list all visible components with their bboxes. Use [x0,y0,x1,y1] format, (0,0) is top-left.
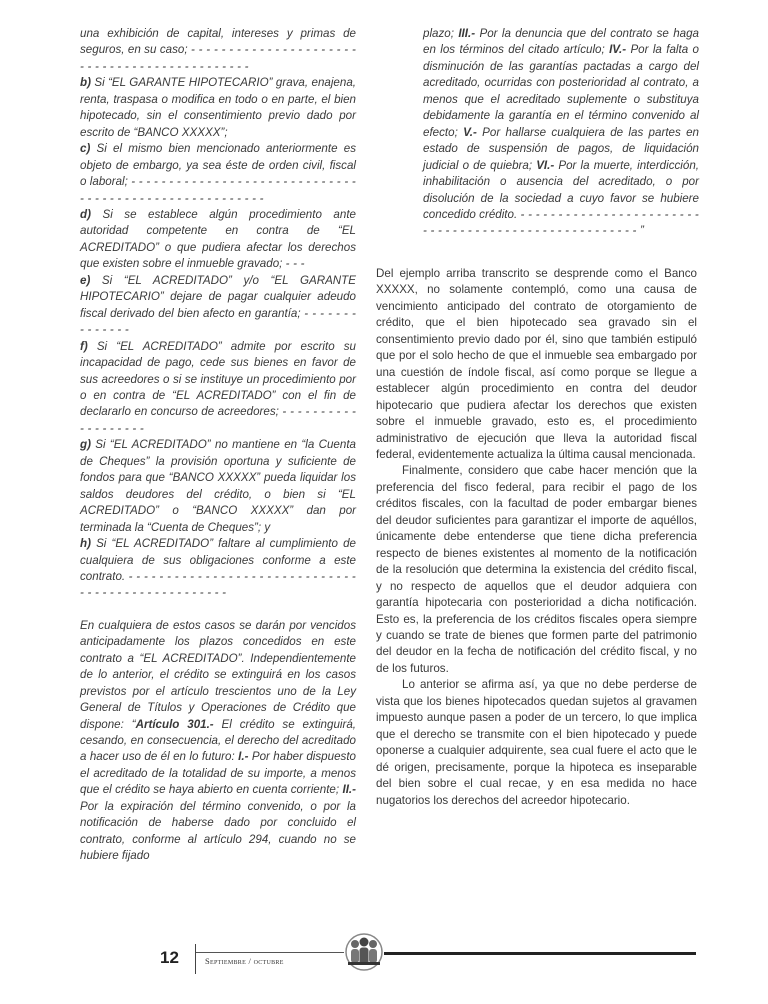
clause-marker: IV.- [609,43,627,57]
issue-date: Septiembre / octubre [205,956,284,966]
list-item [80,273,356,339]
clause-marker: V.- [463,125,477,139]
dash-line: - - - - - - - - - - - - - - - - - - - - - - - - - - - - - - - - - - - - - - - - - - - - - - - - - - - - - ” [423,207,699,238]
paragraph-text: El crédito se extinguirá, cesando, en consecuencia, el derecho del acreditado a hacer uso de él en lo futuro: [80,717,357,764]
quote-text: plazo; [423,27,459,40]
article-heading: Artículo 301.- [135,717,214,731]
closing-paragraph [80,618,356,865]
item-text: Si “EL GARANTE HIPOTECARIO” grava, enajena, renta, traspasa o modifica en todo o en parte, el bien hipotecado, sin el consentimiento previo dado por escrito de “BANCO XXXXX”; [80,76,356,139]
item-text: Si “EL ACREDITADO” no mantiene en “la Cuenta de Cheques” la provisión oportuna y suficiente de fondos para que “BANCO XXXXX” pueda liquidar los saldos deudores del crédito, o bien si “EL ACREDITADO” o “BANCO XXXXX” dan por terminada la “Cuenta de Cheques”; y [80,438,356,534]
left-column [80,26,356,865]
quote-text: Por la muerte, interdicción, inhabilitación o ausencia del acreditado, o por disolución de la sociedad a cuyo favor se hubiere concedido crédito. [423,158,699,221]
item-marker: g) [80,438,91,452]
dash-line: - - - - - - - - - - - - - - - - - - - - - - - - - - - - - - - - - - - - - - - - - - - - - - - - - - - - - - - [80,175,356,205]
paragraph-text: Por la expiración del término convenido, o por la notificación de haberse dado por concluido el contrato, conforme al artículo 294, cuando no se hubiere fijado [80,799,356,863]
item-text: Si se establece algún procedimiento ante autoridad competente en contra de “EL ACREDITADO” o que pudiera afectar los derechos que existen sobre el inmueble gravado; [80,207,356,271]
item-text: una exhibición de capital, intereses y primas de seguros, en su caso; [80,27,356,57]
dash-line: - - - - - - - - - - - - - - [80,306,357,337]
quote-paragraph [423,26,699,240]
clause-marker: II.- [342,783,356,797]
footer-rule-right [384,952,696,955]
body-paragraph: Finalmente, considero que cabe hacer mención que la preferencia del fisco federal, para recibir el pago de los créditos fiscales, con la facultad de poder embargar bienes del deudor suficientes para garantizar el importe de aquéllos, únicamente debe entenderse que tiene dicha preferencia respecto de bienes existentes al momento de la notificación de la resolución que determina la existencia del crédito fiscal, y no respecto de aquellos que el deudor adquiera con garantía hipotecaria con posterioridad a dicha notificación. Esto es, la preferencia de los créditos fiscales opera siempre y cuando se trate de bienes que formen parte del patrimonio del deudor en la fecha de notificación del crédito fiscal, y no de los futuros. [376,464,697,675]
list-item [80,339,356,438]
quote-column [423,26,699,240]
item-text: Si “EL ACREDITADO” faltare al cumplimiento de cualquiera de sus obligaciones conforme a este contrato. [80,537,356,583]
item-text: Si el mismo bien mencionado anteriormente es objeto de embargo, ya sea éste de orden civil, fiscal o laboral; [80,142,356,189]
item-text: Si “EL ACREDITADO” admite por escrito su incapacidad de pago, cede sus bienes en favor de sus acreedores o si se instituye un procedimiento por o en contra de “EL ACREDITADO” con el fin de declararlo en concurso de acreedores; [80,339,356,419]
dash-line: - - - [285,257,305,271]
item-marker: h) [80,537,91,551]
spacer [80,602,356,618]
item-marker: b) [80,76,91,90]
paragraph-text: En cualquiera de estos casos se darán por vencidos anticipadamente los plazos concedidos en este contrato a “EL ACREDITADO”. Independientemente de lo anterior, el crédito se extinguirá en los casos previstos por el artículo trescientos uno de la Ley General de Títulos y Operaciones de Crédito que dispone: “ [80,618,356,731]
item-marker: f) [80,339,88,353]
paragraph-text: Por haber dispuesto el acreditado de la totalidad de su importe, a menos que el crédito se haya abierto en cuenta corriente; [80,750,356,797]
dash-line: - - - - - - - - - - - - - - - - - - - [80,405,357,435]
clause-marker: I.- [238,750,249,764]
item-text: Si “EL ACREDITADO” y/o “EL GARANTE HIPOTECARIO” dejare de pagar cualquier adeudo fiscal derivado del bien afecto en garantía; [80,273,356,320]
footer-divider [195,944,196,974]
page-number: 12 [160,948,179,967]
people-group-logo-icon [343,932,385,972]
dash-line: - - - - - - - - - - - - - - - - - - - - - - - - - - - - - - - - - - - - - - - - - - - - - - - - - - [80,569,356,600]
list-item [80,141,356,207]
clause-marker: VI.- [536,158,555,172]
list-item [80,437,356,536]
quote-text: Por hallarse cualquiera de las partes en estado de suspensión de pagos, de liquidación judicial o de quiebra; [423,125,699,172]
list-item [80,207,356,273]
item-marker: e) [80,273,91,287]
clause-marker: III.- [458,27,476,40]
body-paragraph: Del ejemplo arriba transcrito se desprende como el Banco XXXXX, no solamente contempló, como una causa de vencimiento anticipado del contrato de otorgamiento de crédito, que el bien hipotecado sea gravado sin el consentimiento previo dado por él, sino que también estipuló que por el solo hecho de que el inmueble sea embargado por una cuestión de índole fiscal, así como porque se llegue a establecer algún procedimiento en contra del deudor hipotecario que pudiera afectar los derechos que existen sobre el inmueble gravado, esto es, el procedimiento administrativo de ejecución que lleva la autoridad fiscal federal, evidentemente actualiza la última causal mencionada. [376,267,697,461]
footer-rule-left [196,952,344,953]
body-paragraph: Lo anterior se afirma así, ya que no debe perderse de vista que los bienes hipotecados quedan sujetos al gravamen impuesto aunque pasen a poder de un tercero, lo que implica que el derecho se transmite con el bien hipotecado y puede oponerse a cualquier adquirente, sea cual fuere el acto que le dé origen, precisamente, porque la hipoteca es inseparable del bien sobre el cual recae, y en esa medida no hace nugatorios los derechos del acreedor hipotecario. [376,678,697,807]
item-marker: c) [80,142,91,156]
dash-line: - - - - - - - - - - - - - - - - - - - - - - - - - - - - - - - - - - - - - - - - - - - - - [80,43,357,73]
quote-text: Por la falta o disminución de las garantías pactadas a cargo del acreditado, ocurridas con posterioridad al contrato, a menos que el acreditado suplemente o substituya debidamente la garantía en el término convenido al efecto; [423,43,699,139]
list-item [80,75,356,141]
item-marker: d) [80,207,91,221]
quote-text: Por la denuncia que del contrato se haga en los términos del citado artículo; [423,27,699,57]
list-item [80,536,356,602]
right-column [376,266,697,809]
list-item [80,26,356,75]
